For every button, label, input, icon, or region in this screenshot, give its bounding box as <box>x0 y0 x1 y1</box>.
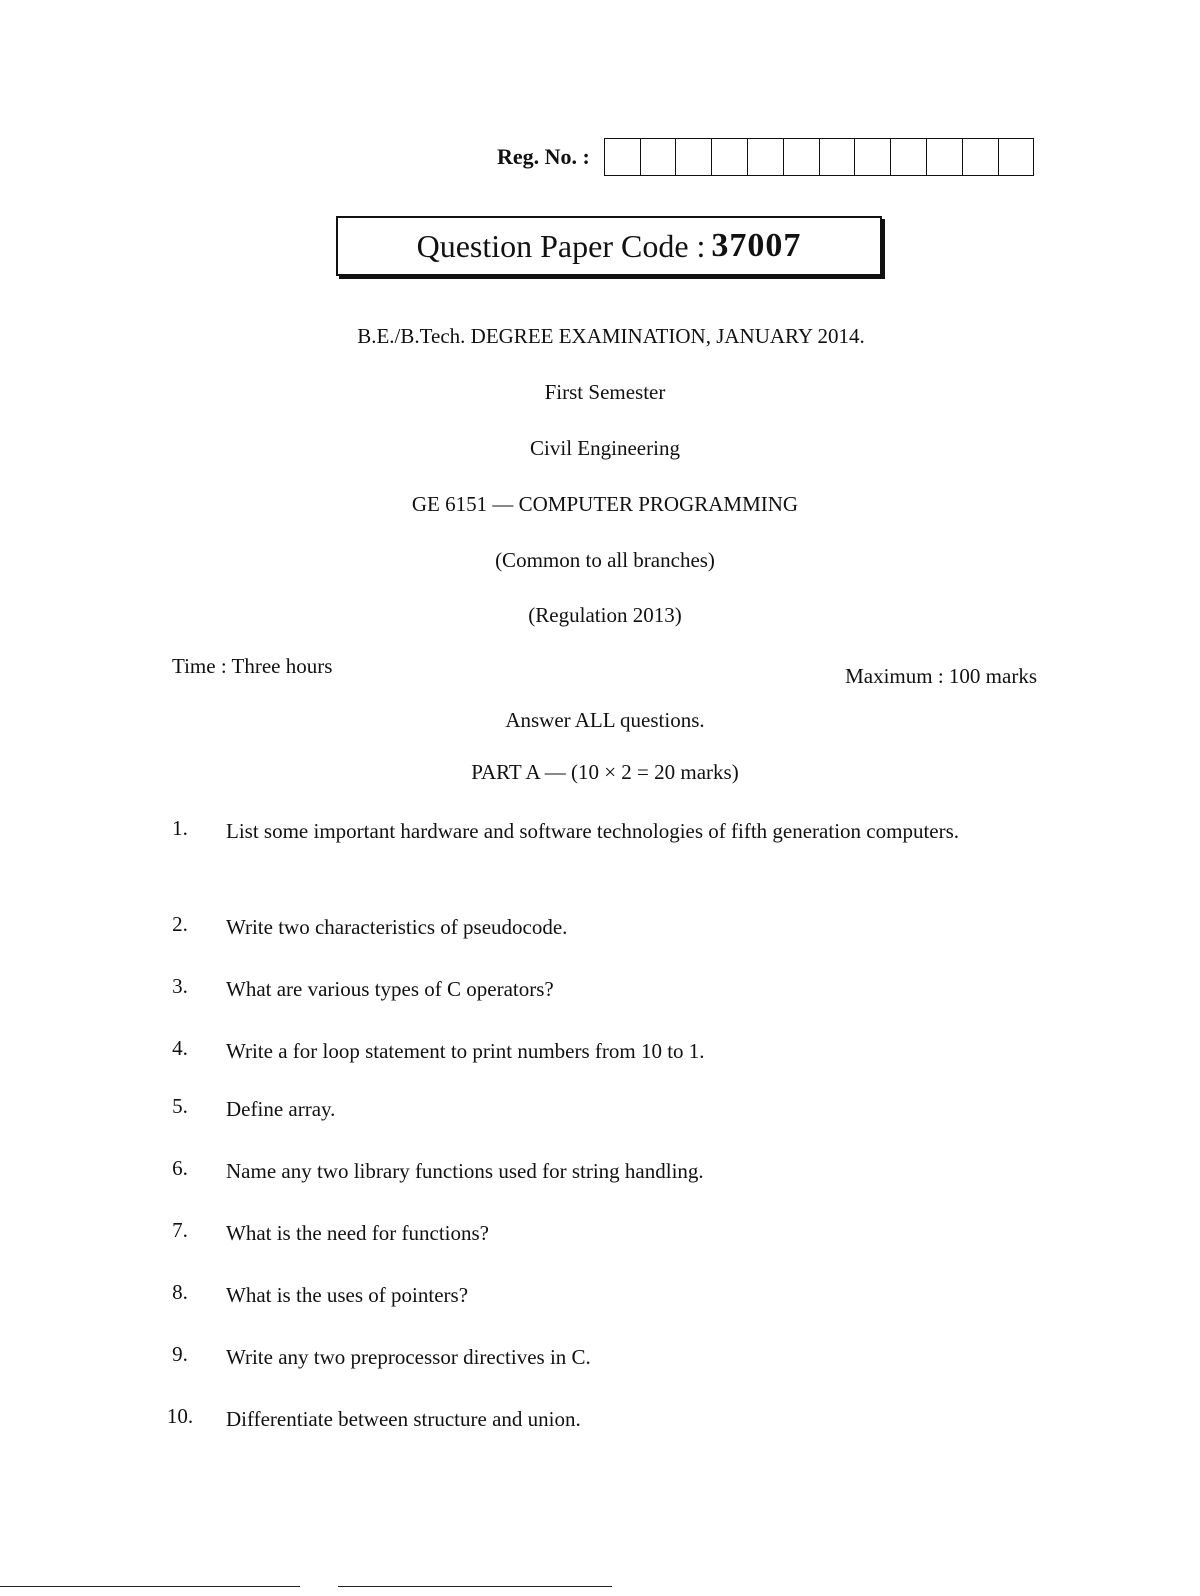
time-duration: Time : Three hours <box>172 654 333 678</box>
question-number: 2. <box>172 912 188 936</box>
reg-number-box <box>641 139 677 175</box>
question-number: 5. <box>172 1094 188 1118</box>
question-number: 9. <box>172 1342 188 1366</box>
reg-number-box <box>712 139 748 175</box>
scan-edge-line <box>0 1586 300 1587</box>
question-number: 3. <box>172 974 188 998</box>
question-text: Write two characteristics of pseudocode. <box>226 915 568 939</box>
reg-number-box <box>605 139 641 175</box>
question-text: Define array. <box>226 1097 336 1121</box>
scan-edge-line <box>338 1586 612 1587</box>
reg-number-box <box>891 139 927 175</box>
part-a-heading: PART A — (10 × 2 = 20 marks) <box>471 760 739 784</box>
course-title: GE 6151 — COMPUTER PROGRAMMING <box>411 492 799 516</box>
question-number: 6. <box>172 1156 188 1180</box>
common-note: (Common to all branches) <box>495 548 715 572</box>
reg-number-box <box>676 139 712 175</box>
question-text: Write any two preprocessor directives in C. <box>226 1345 591 1369</box>
reg-number-label: Reg. No. : <box>497 144 590 169</box>
semester: First Semester <box>544 380 666 404</box>
maximum-marks: Maximum : 100 marks <box>845 664 1037 688</box>
question-text: What is the uses of pointers? <box>226 1283 469 1307</box>
reg-number-box <box>784 139 820 175</box>
exam-title: B.E./B.Tech. DEGREE EXAMINATION, JANUARY 2014. <box>357 324 865 348</box>
question-number: 4. <box>172 1036 188 1060</box>
instructions: Answer ALL questions. <box>505 708 705 732</box>
reg-number-box <box>855 139 891 175</box>
question-text: List some important hardware and software technologies of fifth generation computers. <box>226 819 960 843</box>
reg-number-box <box>999 139 1034 175</box>
question-number: 7. <box>172 1218 188 1242</box>
reg-number-box <box>927 139 963 175</box>
question-paper-code-number: 37007 <box>711 227 802 264</box>
question-number: 8. <box>172 1280 188 1304</box>
reg-number-boxes <box>604 138 1035 176</box>
reg-number-box <box>820 139 856 175</box>
question-text: Name any two library functions used for string handling. <box>226 1159 704 1183</box>
branch: Civil Engineering <box>530 436 680 460</box>
question-text: Write a for loop statement to print numbers from 10 to 1. <box>226 1039 705 1063</box>
question-number: 10. <box>166 1404 194 1428</box>
question-paper-code-box <box>336 216 882 276</box>
regulation: (Regulation 2013) <box>528 603 682 627</box>
question-number: 1. <box>172 816 188 840</box>
question-text: What are various types of C operators? <box>226 977 554 1001</box>
reg-number-box <box>963 139 999 175</box>
reg-number-row <box>497 136 1034 178</box>
question-text: What is the need for functions? <box>226 1221 489 1245</box>
question-text: Differentiate between structure and union. <box>226 1407 581 1431</box>
reg-number-box <box>748 139 784 175</box>
question-paper-code-label: Question Paper Code : <box>416 227 706 264</box>
